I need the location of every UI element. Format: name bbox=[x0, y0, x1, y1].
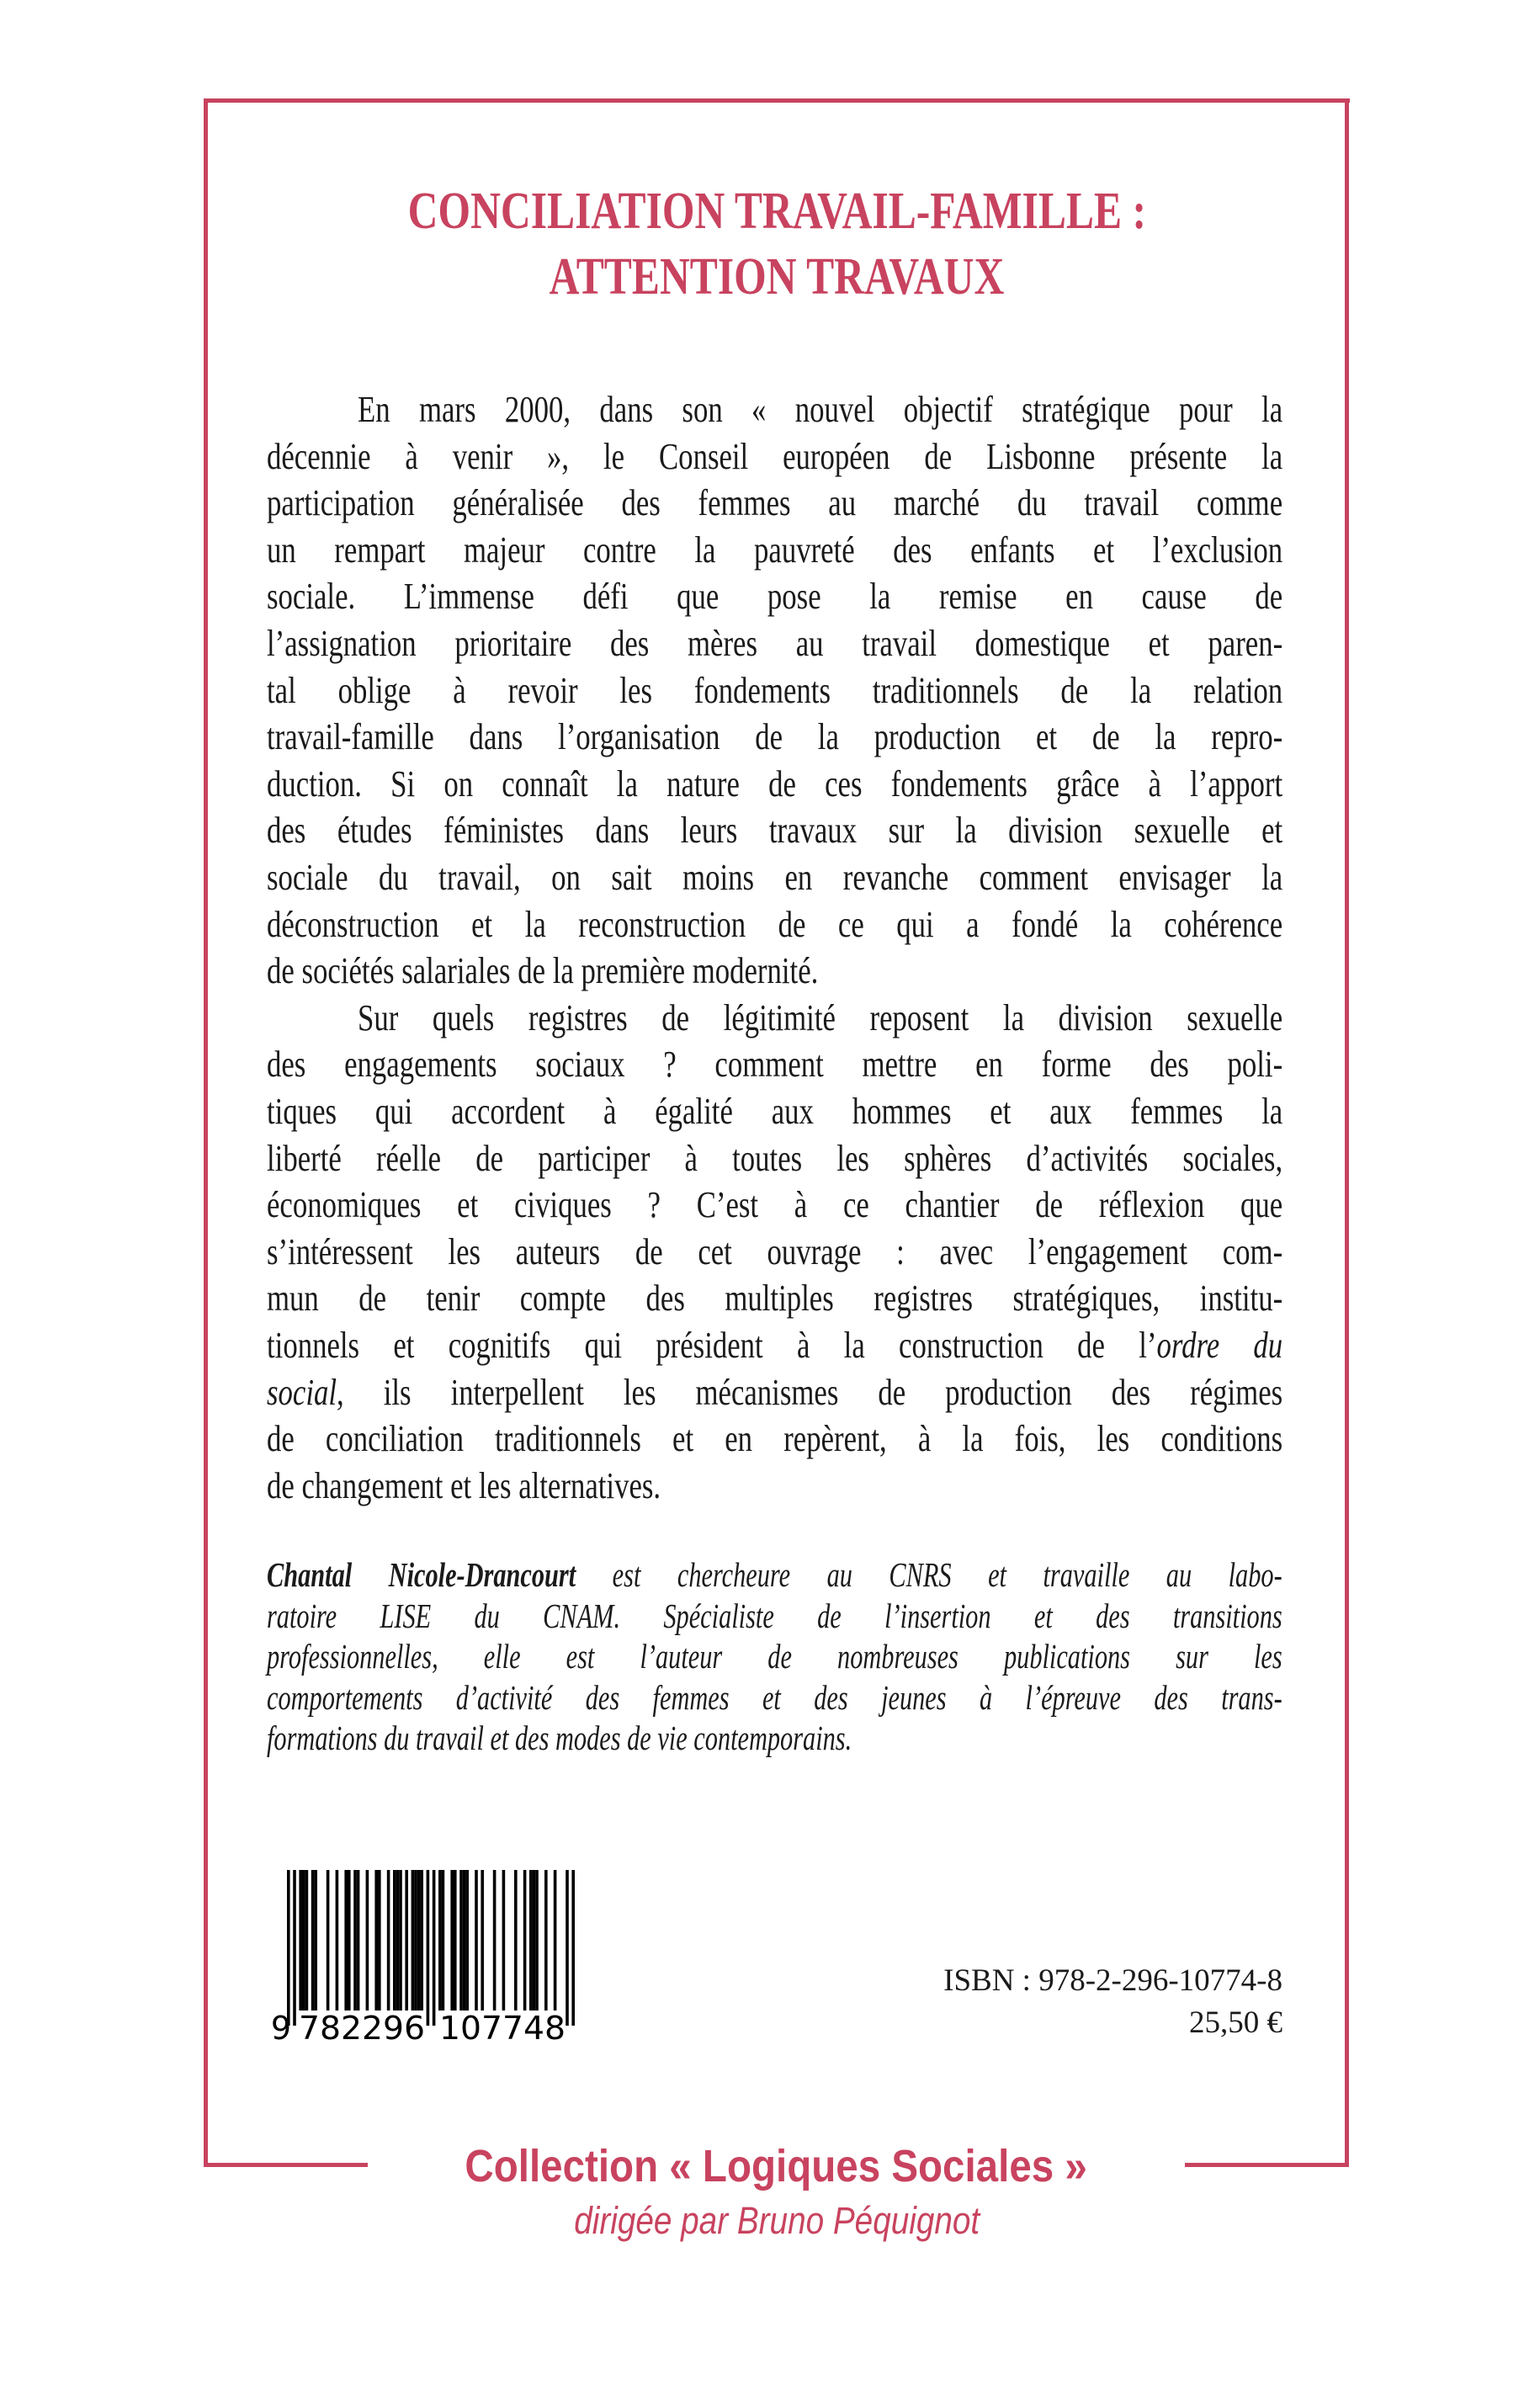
frame-border-bottom-right bbox=[1185, 2163, 1349, 2167]
blurb-line: tionnels et cognitifs qui président à la construction de l’ordre du bbox=[267, 1325, 1283, 1366]
blurb-line: tiques qui accordent à égalité aux hommes et aux femmes la bbox=[267, 1091, 1283, 1132]
blurb-line: sociale du travail, on sait moins en revanche comment envisager la bbox=[267, 857, 1283, 898]
blurb-line: décennie à venir », le Conseil européen de Lisbonne présente la bbox=[267, 435, 1283, 477]
blurb-line: des études féministes dans leurs travaux sur la division sexuelle et bbox=[267, 810, 1283, 852]
collection-name-text: Collection « Logiques Sociales » bbox=[465, 2141, 1088, 2191]
isbn-barcode bbox=[269, 1864, 589, 2045]
blurb-line: participation généralisée des femmes au marché du travail comme bbox=[267, 482, 1283, 524]
blurb-line: En mars 2000, dans son « nouvel objectif stratégique pour la bbox=[358, 389, 1283, 430]
frame-border-bottom-left bbox=[204, 2163, 368, 2167]
frame-border-right bbox=[1345, 98, 1349, 2167]
blurb-line: de changement et les alternatives. bbox=[267, 1464, 661, 1506]
bio-line: comportements d’activité des femmes et des jeunes à l’épreuve des trans- bbox=[267, 1677, 1282, 1717]
blurb-line: sociale. L’immense défi que pose la remise en cause de bbox=[267, 576, 1283, 618]
emphasis-text: ordre du bbox=[1156, 1325, 1283, 1366]
book-title-text-1: CONCILIATION TRAVAIL-FAMILLE : bbox=[407, 183, 1146, 240]
svg-text:9: 9 bbox=[270, 2010, 292, 2045]
barcode-icon bbox=[269, 1864, 589, 2045]
blurb-line: social, ils interpellent les mécanismes de production des régimes bbox=[267, 1371, 1283, 1413]
blurb-line: mun de tenir compte des multiples registres stratégiques, institu- bbox=[267, 1277, 1283, 1320]
book-title-line-2 bbox=[204, 248, 1349, 305]
collection-director bbox=[204, 2200, 1349, 2242]
book-title-text-2: ATTENTION TRAVAUX bbox=[549, 248, 1005, 305]
blurb-line: déconstruction et la reconstruction de ce qui a fondé la cohérence bbox=[267, 903, 1283, 945]
bio-line: professionnelles, elle est l’auteur de nombreuses publications sur les bbox=[267, 1637, 1282, 1676]
svg-text:782296: 782296 bbox=[299, 2010, 425, 2045]
blurb-line: de conciliation traditionnels et en repèrent, à la fois, les conditions bbox=[267, 1418, 1283, 1460]
bio-line: Chantal Nicole-Drancourt est chercheure au CNRS et travaille au labo- bbox=[267, 1555, 1282, 1594]
price-label: 25,50 € bbox=[1189, 2005, 1282, 2040]
collection-name bbox=[368, 2143, 1185, 2190]
blurb-line: des engagements sociaux ? comment mettre en forme des poli- bbox=[267, 1044, 1283, 1086]
svg-text:107748: 107748 bbox=[439, 2010, 566, 2045]
frame-border-top bbox=[204, 98, 1350, 103]
blurb-line: Sur quels registres de légitimité reposent la division sexuelle bbox=[358, 996, 1283, 1038]
blurb-line: l’assignation prioritaire des mères au travail domestique et paren- bbox=[267, 623, 1283, 664]
author-name: Chantal Nicole-Drancourt bbox=[267, 1555, 576, 1594]
blurb-line: économiques et civiques ? C’est à ce chantier de réflexion que bbox=[267, 1184, 1283, 1226]
book-title-line-1 bbox=[204, 183, 1349, 240]
emphasis-text: social bbox=[267, 1371, 337, 1413]
bio-line: formations du travail et des modes de vie contemporains. bbox=[267, 1718, 852, 1757]
blurb-line: s’intéressent les auteurs de cet ouvrage : avec l’engagement com- bbox=[267, 1230, 1283, 1272]
blurb-line: un rempart majeur contre la pauvreté des enfants et l’exclusion bbox=[267, 529, 1283, 571]
frame-border-left bbox=[204, 98, 208, 2167]
blurb-line: liberté réelle de participer à toutes les sphères d’activités sociales, bbox=[267, 1137, 1283, 1179]
bio-line: ratoire LISE du CNAM. Spécialiste de l’insertion et des transitions bbox=[267, 1596, 1282, 1635]
blurb-line: duction. Si on connaît la nature de ces fondements grâce à l’apport bbox=[267, 762, 1283, 805]
blurb-line: tal oblige à revoir les fondements traditionnels de la relation bbox=[267, 669, 1283, 711]
blurb-line: travail-famille dans l’organisation de la production et de la repro- bbox=[267, 716, 1283, 758]
blurb-line: de sociétés salariales de la première modernité. bbox=[267, 950, 819, 992]
isbn-label: ISBN : 978-2-296-10774-8 bbox=[943, 1963, 1282, 1998]
collection-director-text: dirigée par Bruno Péquignot bbox=[574, 2199, 980, 2242]
